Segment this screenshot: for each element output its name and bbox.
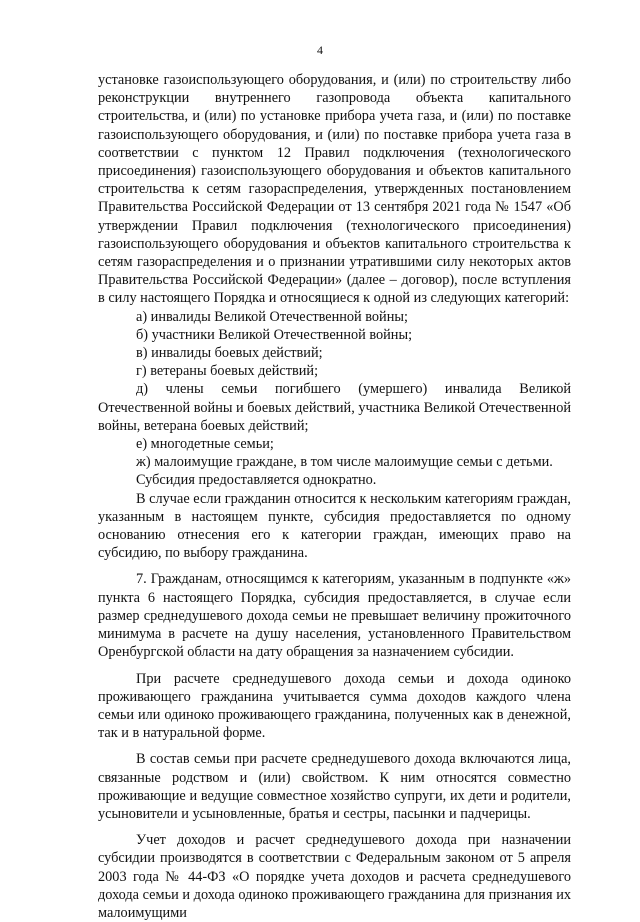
list-item-v: в) инвалиды боевых действий; xyxy=(136,345,323,362)
paragraph-section-7: 7. Гражданам, относящимся к категориям, указанным в подпункте «ж» пункта 6 настоящего Порядка, субсидия предоставляется, в случае если размер среднедушевого дохода семьи не превышает величину прожиточного минимума в расчете на душу населения, установленного Правительством Оренбургской области на дату обращения за назначением субсидии. xyxy=(98,571,571,661)
paragraph-income-calculation: При расчете среднедушевого дохода семьи и дохода одиноко проживающего гражданина учитывается сумма доходов каждого члена семьи или одиноко проживающего гражданина, полученных как в денежной, так и в натуральной форме. xyxy=(98,670,571,742)
paragraph-family-composition: В состав семьи при расчете среднедушевого дохода включаются лица, связанные родством и (или) свойством. К ним относятся совместно проживающие и ведущие совместное хозяйство супруги, их дети и родители, усыновители и усыновленные, братья и сестры, пасынки и падчерицы. xyxy=(98,751,571,822)
list-item-d: д) члены семьи погибшего (умершего) инвалида Великой Отечественной войны и боевых действий, участника Великой Отечественной войны, ветерана боевых действий; xyxy=(98,381,571,434)
paragraph-one-time: Субсидия предоставляется однократно. xyxy=(136,472,377,489)
paragraph-contract-definition: установке газоиспользующего оборудования, и (или) по строительству либо реконструкции внутреннего газопровода объекта капитального строительства, и (или) по установке прибора учета газа, и (или) по поставке газоиспользующего оборудования, и (или) по поставке прибора учета газа в соответствии с пунктом 12 Правил подключения (технологического присоединения) газоиспользующего оборудования и объектов капитального строительства к сетям газораспределения, утвержденных постановлением Правительства Российской Федерации от 13 сентября 2021 года № 1547 «Об утверждении Правил подключения (технологического присоединения) газоиспользующего оборудования и объектов капитального строительства к сетям газораспределения и о признании утратившими силу некоторых актов Правительства Российской Федерации» (далее – договор), после вступления в силу настоящего Порядка и относящиеся к одной из следующих категорий: xyxy=(98,72,571,307)
list-item-zh: ж) малоимущие граждане, в том числе малоимущие семьи с детьми. xyxy=(136,454,553,471)
list-item-e: е) многодетные семьи; xyxy=(136,436,274,453)
paragraph-income-accounting: Учет доходов и расчет среднедушевого дохода при назначении субсидии производятся в соответствии с Федеральным законом от 5 апреля 2003 года № 44-ФЗ «О порядке учета доходов и расчета среднедушевого дохода семьи и дохода одиноко проживающего гражданина для признания их малоимущими xyxy=(98,832,571,921)
list-item-b: б) участники Великой Отечественной войны; xyxy=(136,326,413,343)
list-item-g: г) ветераны боевых действий; xyxy=(136,363,319,380)
page-number: 4 xyxy=(317,43,323,57)
list-item-a: а) инвалиды Великой Отечественной войны; xyxy=(136,308,408,325)
document-body xyxy=(98,71,571,922)
paragraph-multiple-categories: В случае если гражданин относится к нескольким категориям граждан, указанным в настоящем пункте, субсидия предоставляется по одному основанию отнесения его к категории граждан, имеющих право на субсидию, по выбору гражданина. xyxy=(98,490,571,562)
